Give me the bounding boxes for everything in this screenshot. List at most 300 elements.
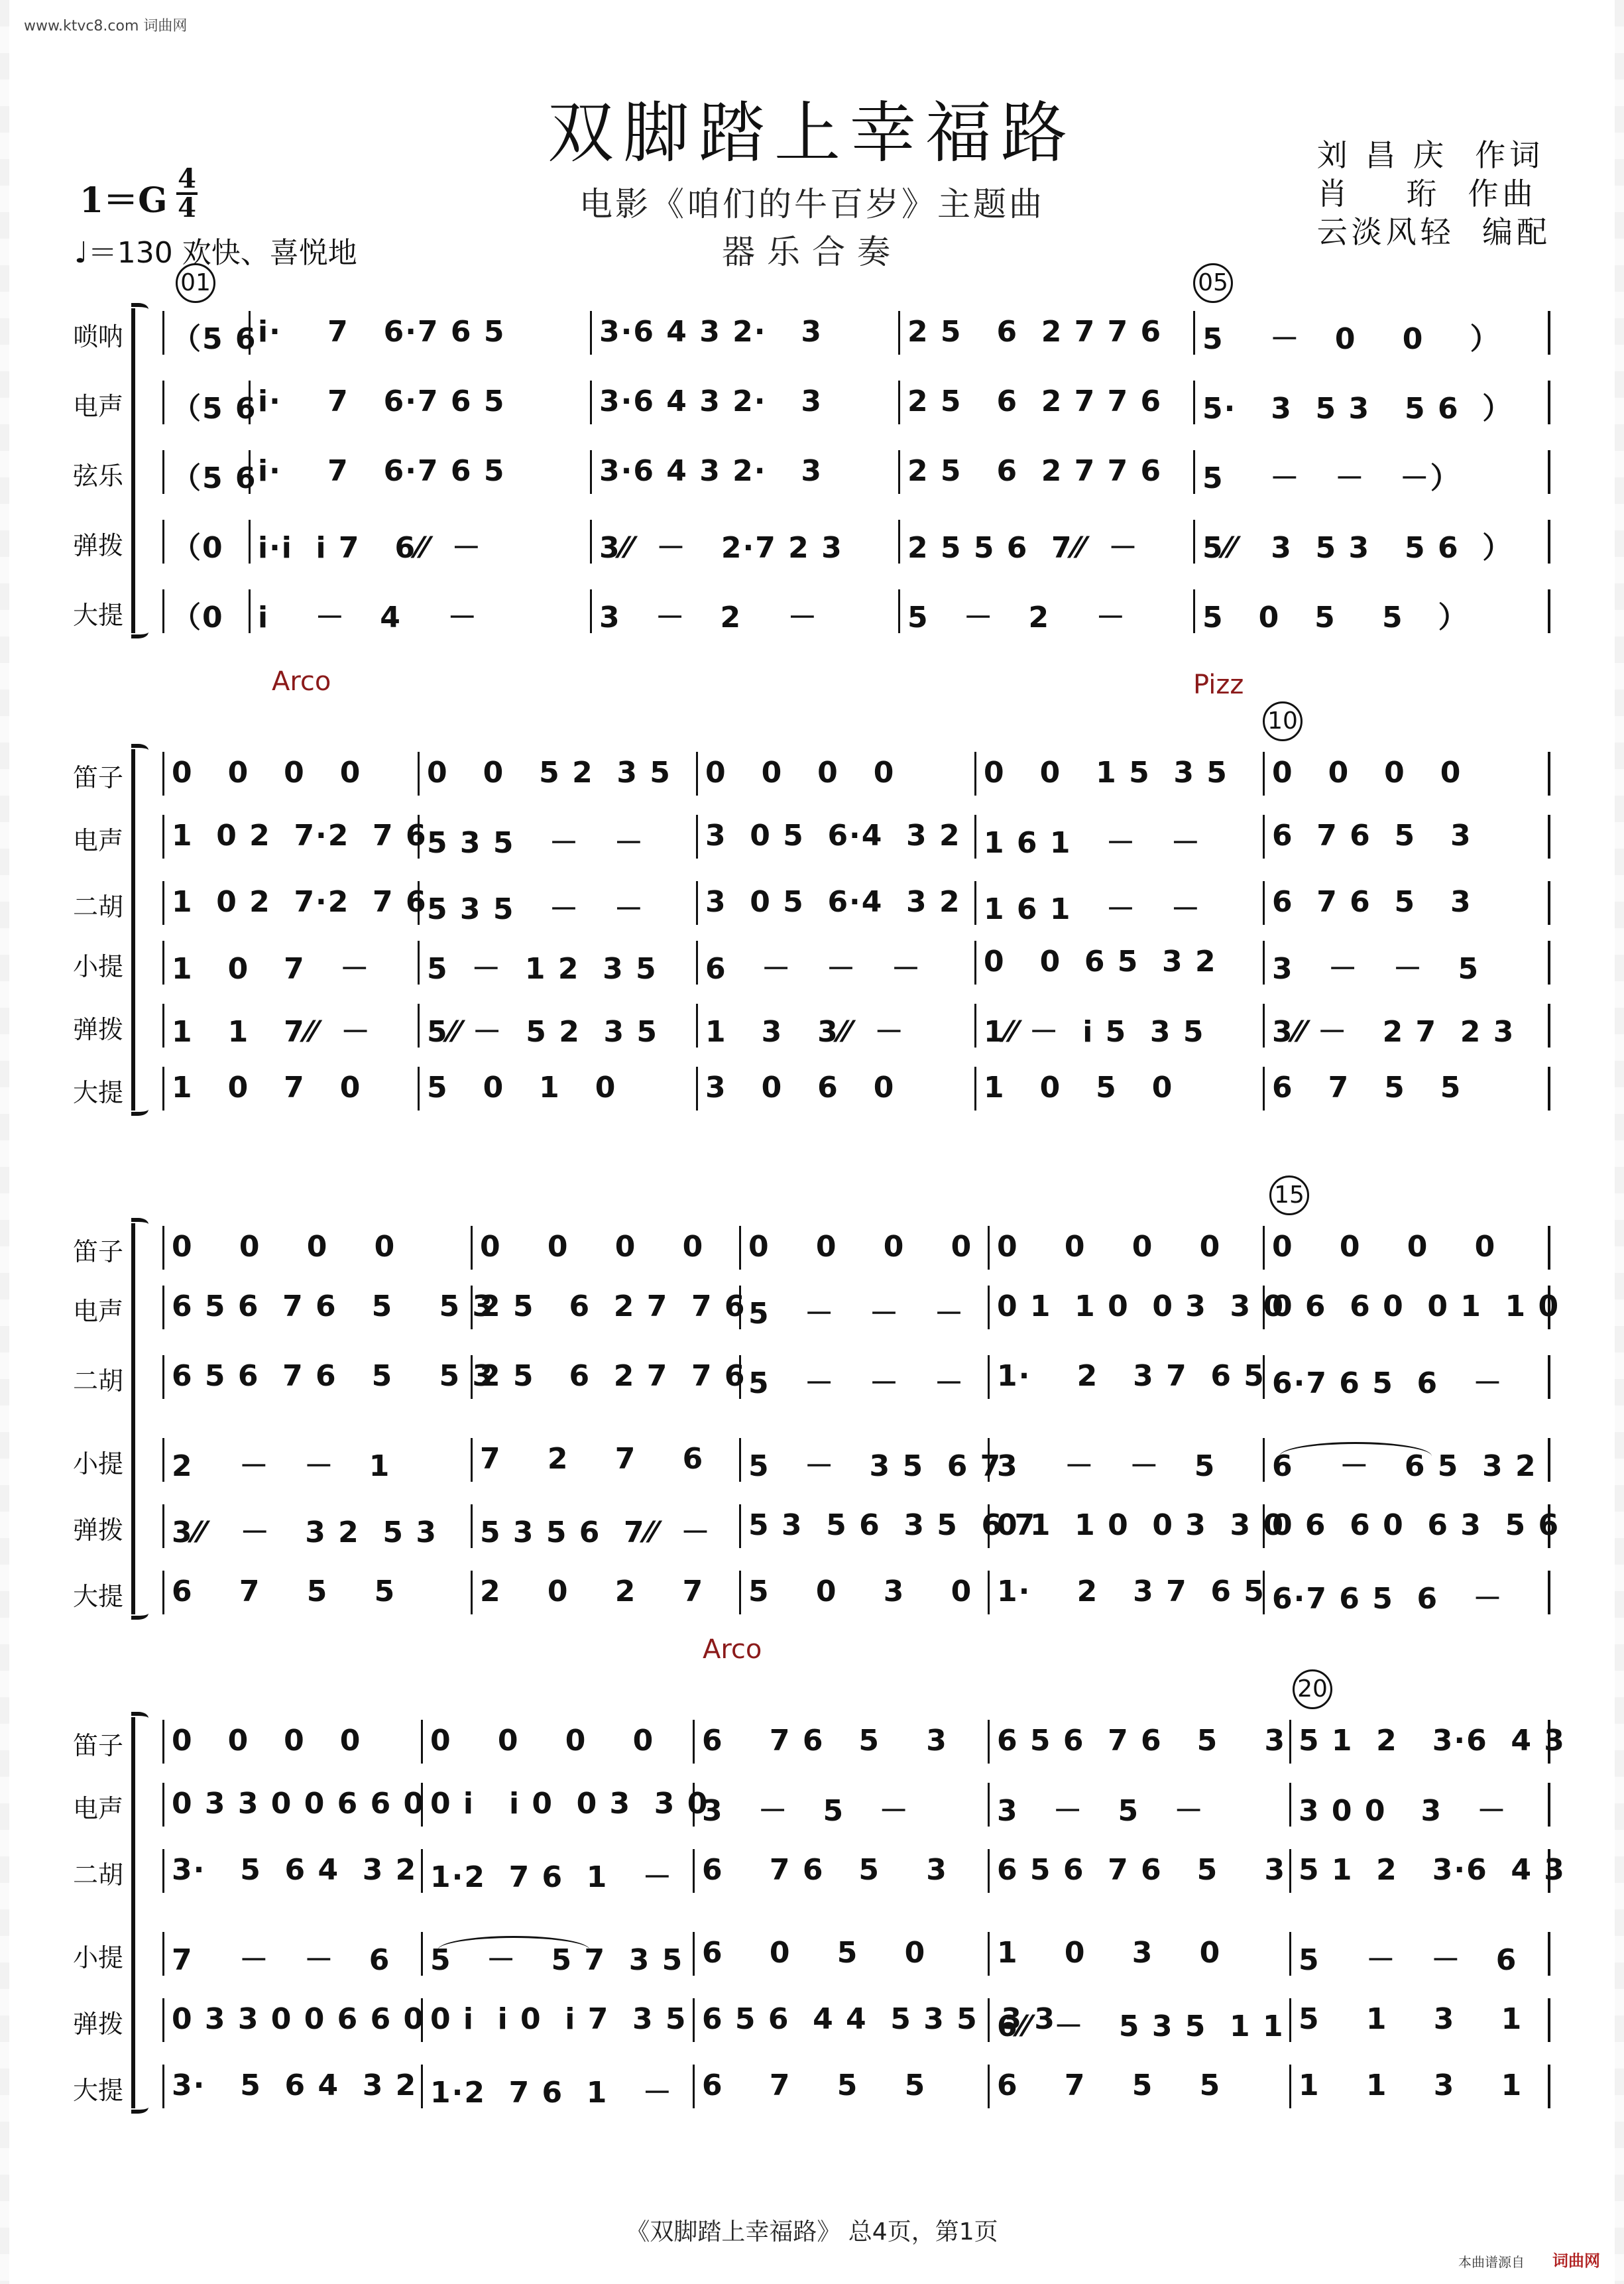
barline	[1289, 1932, 1291, 1976]
barline	[1548, 1783, 1550, 1827]
measure: 5 － － －）	[1202, 461, 1461, 495]
measure: 6 5 6 7 6 5 5 3	[172, 1290, 494, 1323]
barline	[471, 1438, 473, 1482]
measure: 5 － － 6	[1299, 1943, 1518, 1977]
measure: 1 0 3 0	[997, 1936, 1222, 1970]
barline	[1263, 941, 1265, 985]
measure: 0 i i 0 0 3 3 0	[430, 1787, 709, 1821]
measure: 5⁄⁄ － 5 2 3 5	[427, 1015, 658, 1049]
instrument-label: 二胡	[73, 892, 124, 922]
barline	[693, 1720, 695, 1764]
measure: 3 － － 5	[1272, 952, 1480, 986]
measure: 5 － 5 7 3 5	[430, 1943, 684, 1977]
measure: 3·6 4 3 2· 3	[599, 315, 823, 349]
barline	[249, 589, 251, 633]
measure: 2 － － 1	[172, 1449, 391, 1483]
measure: （5 6	[172, 322, 257, 356]
barline	[1263, 1226, 1265, 1270]
measure: 0 0 0 0	[1272, 756, 1462, 790]
rehearsal-marker: 01	[176, 263, 215, 303]
barline	[1548, 520, 1550, 564]
barline	[739, 1571, 741, 1614]
barline	[898, 450, 900, 494]
playing-technique: Pizz	[1193, 670, 1244, 700]
instrument-label: 电声	[73, 1794, 124, 1823]
measure: 3 － 5 －	[702, 1794, 910, 1828]
staff-row	[0, 1996, 1624, 2042]
barline	[693, 1849, 695, 1893]
barline	[988, 2065, 990, 2108]
measure: i· 7 6·7 6 5	[258, 315, 506, 349]
barline	[1193, 311, 1195, 355]
measure: 6 7 5 5	[1272, 1071, 1462, 1105]
staff-row	[0, 1283, 1624, 1329]
barline	[988, 1783, 990, 1827]
measure: 7 － － 6	[172, 1943, 391, 1977]
measure: i· 7 6·7 6 5	[258, 385, 506, 418]
barline	[988, 1355, 990, 1399]
measure: 1 6 1 － －	[984, 826, 1202, 860]
staff-row	[0, 2062, 1624, 2108]
measure: 1· 2 3 7 6 5	[997, 1575, 1265, 1608]
barline	[162, 815, 164, 859]
measure: 0 0 6 5 3 2	[984, 945, 1217, 979]
instrument-label: 弹拨	[73, 1516, 124, 1545]
barline	[988, 1226, 990, 1270]
barline	[1548, 1571, 1550, 1614]
instrument-label: 弹拨	[73, 531, 124, 560]
barline	[1263, 1067, 1265, 1111]
time-sig-bottom: 4	[178, 192, 196, 223]
staff-row	[0, 378, 1624, 424]
barline	[421, 1849, 423, 1893]
measure: 5 1 3 1	[1299, 2002, 1523, 2036]
barline	[162, 589, 164, 633]
barline	[162, 1355, 164, 1399]
instrument-label: 小提	[73, 1449, 124, 1478]
instrument-label: 电声	[73, 1297, 124, 1326]
barline	[974, 815, 976, 859]
barline	[696, 941, 698, 985]
score-ensemble: 器乐合奏	[722, 233, 902, 271]
measure: 5 0 5 5 ）	[1202, 601, 1469, 634]
measure: 1⁄⁄ － i 5 3 5	[984, 1015, 1205, 1049]
instrument-label: 笛子	[73, 1731, 124, 1760]
instrument-label: 笛子	[73, 763, 124, 792]
measure: 2 5 6 2 7 7 6	[907, 315, 1163, 349]
barline	[1289, 1998, 1291, 2042]
measure: 3 0 5 6·4 3 2	[705, 819, 961, 853]
measure: 1 0 2 7·2 7 6	[172, 885, 428, 919]
barline	[1263, 1438, 1265, 1482]
barline	[590, 381, 592, 424]
time-sig-top: 4	[178, 163, 196, 194]
site-watermark: www.ktvc8.com 词曲网	[24, 18, 188, 34]
barline	[988, 1720, 990, 1764]
barline	[590, 589, 592, 633]
measure: 6 5 6 7 6 5 3	[997, 1724, 1287, 1758]
measure: 0 0 1 5 3 5	[984, 756, 1228, 790]
measure: 2 5 6 2 7 7 6	[907, 385, 1163, 418]
measure: 7 2 7 6	[480, 1442, 705, 1476]
barline	[162, 1932, 164, 1976]
measure: 1· 2 3 7 6 5	[997, 1359, 1265, 1393]
tie-arc	[437, 1936, 590, 1964]
barline	[162, 1438, 164, 1482]
credits	[1317, 136, 1551, 251]
instrument-label: 小提	[73, 952, 124, 981]
measure: 6⁄⁄ － 5 3 5 1 1	[997, 2010, 1285, 2043]
barline	[162, 1067, 164, 1111]
instrument-label: 笛子	[73, 1237, 124, 1266]
staff-row	[0, 1846, 1624, 1893]
barline	[162, 881, 164, 925]
instrument-label: 弹拨	[73, 1015, 124, 1044]
measure: i·i i 7 6⁄⁄ －	[258, 531, 483, 565]
barline	[1263, 1004, 1265, 1048]
staff-row	[0, 1929, 1624, 1976]
measure: 6 7 6 5 3	[1272, 819, 1472, 853]
measure: 5 0 1 0	[427, 1071, 617, 1105]
playing-technique: Arco	[272, 666, 331, 697]
measure: 3⁄⁄ － 2 7 2 3	[1272, 1015, 1515, 1049]
measure: 0 6 6 0 0 1 1 0	[1272, 1290, 1560, 1323]
staff-row	[0, 1223, 1624, 1270]
barline	[590, 520, 592, 564]
barline	[421, 1932, 423, 1976]
instrument-label: 电声	[73, 826, 124, 855]
measure: 0 0 5 2 3 5	[427, 756, 671, 790]
system-bracket	[131, 1223, 145, 1614]
rehearsal-marker: 10	[1263, 701, 1303, 741]
tempo-text: ＝130 欢快、喜悦地	[87, 236, 357, 270]
measure: 1 0 5 0	[984, 1071, 1174, 1105]
measure: 2 5 5 6 7⁄⁄ －	[907, 531, 1139, 565]
measure: 2 5 6 2 7 7 6	[480, 1290, 746, 1323]
measure: 3·6 4 3 2· 3	[599, 385, 823, 418]
quarter-note-icon: ♩	[74, 236, 88, 270]
measure: 5 － 0 0 ）	[1202, 322, 1501, 356]
barline	[898, 311, 900, 355]
staff-row	[0, 938, 1624, 985]
measure: 0 0 0 0	[172, 756, 362, 790]
measure: 3 － － 5	[997, 1449, 1216, 1483]
measure: 6 7 6 5 3	[702, 1853, 948, 1887]
barline	[1548, 1998, 1550, 2042]
barline	[1548, 450, 1550, 494]
staff-row	[0, 1780, 1624, 1827]
time-signature	[175, 163, 199, 223]
barline	[988, 1571, 990, 1614]
barline	[162, 2065, 164, 2108]
barline	[1289, 1849, 1291, 1893]
barline	[696, 1067, 698, 1111]
measure: 3·6 4 3 2· 3	[599, 454, 823, 488]
instrument-label: 大提	[73, 601, 124, 630]
measure: 2 5 6 2 7 7 6	[480, 1359, 746, 1393]
measure: 3⁄⁄ － 3 2 5 3	[172, 1516, 437, 1549]
barline	[898, 381, 900, 424]
barline	[1548, 1004, 1550, 1048]
measure: （0	[172, 601, 224, 634]
barline	[249, 520, 251, 564]
measure: 5 － 1 2 3 5	[427, 952, 658, 986]
measure: 5 3 5 － －	[427, 826, 645, 860]
barline	[696, 752, 698, 796]
barline	[696, 815, 698, 859]
score-subtitle: 电影《咱们的牛百岁》主题曲	[579, 185, 1045, 223]
barline	[421, 2065, 423, 2108]
instrument-label: 唢呐	[73, 322, 124, 351]
measure: 0 i i 0 i 7 3 5	[430, 2002, 687, 2036]
measure: 0 0 0 0	[172, 1724, 362, 1758]
barline	[974, 881, 976, 925]
measure: 1·2 7 6 1 －	[430, 2076, 673, 2110]
measure: （5 6	[172, 461, 257, 495]
barline	[1289, 2065, 1291, 2108]
measure: 6 5 6 7 6 5 3	[997, 1853, 1287, 1887]
barline	[590, 311, 592, 355]
measure: 0 0 0 0	[1272, 1230, 1497, 1264]
measure: 2 0 2 7	[480, 1575, 705, 1608]
staff-row	[0, 517, 1624, 564]
staff-row	[0, 1064, 1624, 1111]
measure: 1 3 3⁄⁄ －	[705, 1015, 905, 1049]
barline	[1548, 881, 1550, 925]
measure: 6 5 6 7 6 5 5 3	[172, 1359, 494, 1393]
barline	[988, 1286, 990, 1329]
instrument-label: 二胡	[73, 1860, 124, 1890]
barline	[1548, 1932, 1550, 1976]
barline	[1193, 381, 1195, 424]
staff-row	[0, 878, 1624, 925]
measure: 6 7 5 5	[997, 2069, 1222, 2102]
barline	[1193, 520, 1195, 564]
barline	[898, 589, 900, 633]
barline	[418, 1004, 420, 1048]
barline	[1548, 2065, 1550, 2108]
barline	[162, 450, 164, 494]
barline	[1548, 752, 1550, 796]
barline	[1263, 881, 1265, 925]
measure: 6 － 6 5 3 2	[1272, 1449, 1537, 1483]
barline	[898, 520, 900, 564]
rehearsal-marker: 15	[1269, 1175, 1309, 1215]
tie-arc	[1279, 1442, 1432, 1471]
measure: （5 6	[172, 392, 257, 426]
staff-row	[0, 1568, 1624, 1614]
instrument-label: 大提	[73, 2076, 124, 2105]
barline	[739, 1226, 741, 1270]
barline	[696, 881, 698, 925]
tempo-marking	[74, 229, 357, 271]
barline	[1289, 1783, 1291, 1827]
barline	[1548, 1355, 1550, 1399]
instrument-label: 大提	[73, 1582, 124, 1611]
measure: 5 3 5 － －	[427, 892, 645, 926]
barline	[1263, 815, 1265, 859]
barline	[162, 1998, 164, 2042]
barline	[988, 1849, 990, 1893]
measure: 0 1 1 0 0 3 3 0	[997, 1290, 1285, 1323]
measure: 3 0 5 6·4 3 2	[705, 885, 961, 919]
barline	[162, 1849, 164, 1893]
measure: 1·2 7 6 1 －	[430, 1860, 673, 1894]
barline	[1548, 311, 1550, 355]
measure: 5⁄⁄ 3 5 3 5 6 ）	[1202, 531, 1513, 565]
barline	[418, 752, 420, 796]
system-bracket	[131, 749, 145, 1111]
measure: 0 3 3 0 0 6 6 0	[172, 2002, 426, 2036]
barline	[162, 381, 164, 424]
measure: i － 4 －	[258, 601, 479, 634]
measure: 5 － 2 －	[907, 601, 1127, 634]
rehearsal-marker: 05	[1193, 263, 1233, 303]
measure: 3 0 0 3 －	[1299, 1794, 1508, 1828]
measure: 5· 3 5 3 5 6 ）	[1202, 392, 1513, 426]
measure: 5 － － －	[748, 1366, 965, 1400]
measure: 5 3 5 6 7⁄⁄ －	[480, 1516, 711, 1549]
barline	[162, 941, 164, 985]
barline	[974, 1004, 976, 1048]
staff-row	[0, 1717, 1624, 1764]
measure: 0 0 0 0	[705, 756, 896, 790]
barline	[696, 1004, 698, 1048]
barline	[162, 1720, 164, 1764]
measure: 3⁄⁄ － 2·7 2 3	[599, 531, 843, 565]
credit-lyricist: 刘 昌 庆 作词	[1316, 137, 1544, 173]
measure: 0 0 0 0	[480, 1230, 705, 1264]
rehearsal-marker: 20	[1293, 1669, 1332, 1709]
measure: 0 0 0 0	[748, 1230, 973, 1264]
measure: 5 1 2 3·6 4 3	[1299, 1853, 1566, 1887]
measure: 5 － － －	[748, 1297, 965, 1331]
measure: 3 － 2 －	[599, 601, 819, 634]
barline	[974, 1067, 976, 1111]
barline	[162, 1783, 164, 1827]
barline	[162, 752, 164, 796]
measure: 5 0 3 0	[748, 1575, 973, 1608]
footer-logo: 词曲网	[1552, 2252, 1600, 2270]
barline	[1289, 1720, 1291, 1764]
barline	[590, 450, 592, 494]
credit-arranger: 云淡风轻 编配	[1316, 214, 1551, 250]
instrument-label: 小提	[73, 1943, 124, 1972]
measure: 6·7 6 5 6 －	[1272, 1366, 1504, 1400]
barline	[471, 1504, 473, 1548]
measure: 0 3 3 0 0 6 6 0	[172, 1787, 426, 1821]
measure: 1 0 7 0	[172, 1071, 362, 1105]
barline	[974, 752, 976, 796]
barline	[418, 1067, 420, 1111]
measure: 0 0 0 0	[430, 1724, 655, 1758]
barline	[421, 1720, 423, 1764]
measure: 5 1 2 3·6 4 3	[1299, 1724, 1566, 1758]
measure: 3 0 6 0	[705, 1071, 896, 1105]
staff-row	[0, 587, 1624, 633]
measure: 1 0 7 －	[172, 952, 371, 986]
measure: 3· 5 6 4 3 2	[172, 1853, 418, 1887]
staff-row	[0, 1001, 1624, 1048]
barline	[1548, 381, 1550, 424]
barline	[1548, 1226, 1550, 1270]
measure: 5 3 5 6 3 5 6 7	[748, 1508, 1037, 1542]
barline	[418, 941, 420, 985]
barline	[1548, 1067, 1550, 1111]
barline	[693, 2065, 695, 2108]
instrument-label: 大提	[73, 1078, 124, 1107]
measure: 1 6 1 － －	[984, 892, 1202, 926]
measure: 1 1 3 1	[1299, 2069, 1523, 2102]
instrument-label: 弹拨	[73, 2010, 124, 2039]
barline	[471, 1571, 473, 1614]
staff-row	[0, 749, 1624, 796]
barline	[162, 1004, 164, 1048]
measure: 6 0 5 0	[702, 1936, 927, 1970]
barline	[1548, 589, 1550, 633]
measure: 6 － － －	[705, 952, 922, 986]
measure: 3 － 5 －	[997, 1794, 1205, 1828]
barline	[693, 1932, 695, 1976]
measure: 6 7 5 5	[172, 1575, 396, 1608]
measure: 6 7 6 5 3	[1272, 885, 1472, 919]
staff-row	[0, 308, 1624, 355]
barline	[471, 1226, 473, 1270]
credit-composer: 肖 珩 作曲	[1316, 176, 1537, 211]
measure: 0 0 0 0	[172, 1230, 396, 1264]
key-signature: 1＝G	[80, 180, 168, 221]
measure: 6·7 6 5 6 －	[1272, 1582, 1504, 1616]
measure: （0	[172, 531, 224, 565]
barline	[162, 1571, 164, 1614]
barline	[162, 1226, 164, 1270]
playing-technique: Arco	[703, 1634, 762, 1665]
staff-row	[0, 1502, 1624, 1548]
barline	[1548, 1438, 1550, 1482]
page-footer: 《双脚踏上幸福路》 总4页，第1页	[626, 2218, 998, 2246]
barline	[974, 941, 976, 985]
measure: 5 － 3 5 6 7	[748, 1449, 1002, 1483]
measure: 6 5 6 4 4 5 3 5 3 3	[702, 2002, 1056, 2036]
barline	[693, 1998, 695, 2042]
staff-row	[0, 812, 1624, 859]
barline	[739, 1438, 741, 1482]
system-bracket	[131, 1717, 145, 2108]
instrument-label: 二胡	[73, 1366, 124, 1396]
measure: 6 7 6 5 3	[702, 1724, 948, 1758]
instrument-label: 弦乐	[73, 461, 124, 491]
measure: i· 7 6·7 6 5	[258, 454, 506, 488]
barline	[739, 1504, 741, 1548]
score-title: 双脚踏上幸福路	[548, 94, 1076, 172]
measure: 1 0 2 7·2 7 6	[172, 819, 428, 853]
measure: 6 7 5 5	[702, 2069, 927, 2102]
measure: 3· 5 6 4 3 2	[172, 2069, 418, 2102]
barline	[1193, 450, 1195, 494]
measure: 0 0 0 0	[997, 1230, 1222, 1264]
barline	[162, 1286, 164, 1329]
staff-row	[0, 1352, 1624, 1399]
barline	[1548, 815, 1550, 859]
barline	[162, 1504, 164, 1548]
barline	[1548, 941, 1550, 985]
barline	[1193, 589, 1195, 633]
barline	[988, 1932, 990, 1976]
barline	[1263, 752, 1265, 796]
barline	[162, 520, 164, 564]
measure: 0 1 1 0 0 3 3 0	[997, 1508, 1285, 1542]
instrument-label: 电声	[73, 392, 124, 421]
